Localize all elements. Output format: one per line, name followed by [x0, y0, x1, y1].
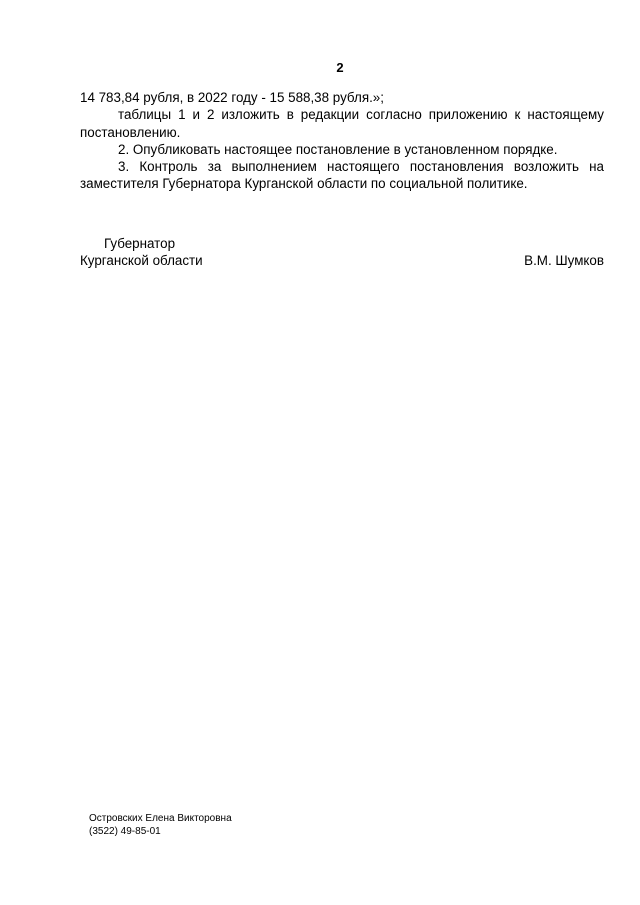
page-number: 2: [336, 60, 344, 75]
signatory-title: [80, 235, 203, 270]
paragraph-publish: 2. Опубликовать настоящее постановление в установленном порядке.: [118, 141, 558, 157]
executor-phone: (3522) 49-85-01: [89, 826, 161, 837]
paragraph-tables-line-1: таблицы 1 и 2 изложить в редакции согласно приложению к настоящему: [118, 107, 604, 123]
paragraph-control-line-1: 3. Контроль за выполнением настоящего постановления возложить на: [118, 159, 604, 175]
signatory-name: В.М. Шумков: [524, 253, 604, 268]
executor-name: Островских Елена Викторовна: [89, 813, 232, 824]
paragraph-control-line-2: заместителя Губернатора Курганской области по социальной политике.: [80, 176, 528, 192]
signatory-position: Губернатор: [104, 236, 176, 251]
paragraph-tables-line-2: постановлению.: [80, 124, 181, 140]
document-body: [80, 89, 604, 193]
signatory-region: Курганской области: [80, 253, 203, 269]
paragraph-amounts: 14 783,84 рубля, в 2022 году - 15 588,38 рубля.»;: [80, 90, 384, 105]
executor-block: [89, 812, 232, 838]
